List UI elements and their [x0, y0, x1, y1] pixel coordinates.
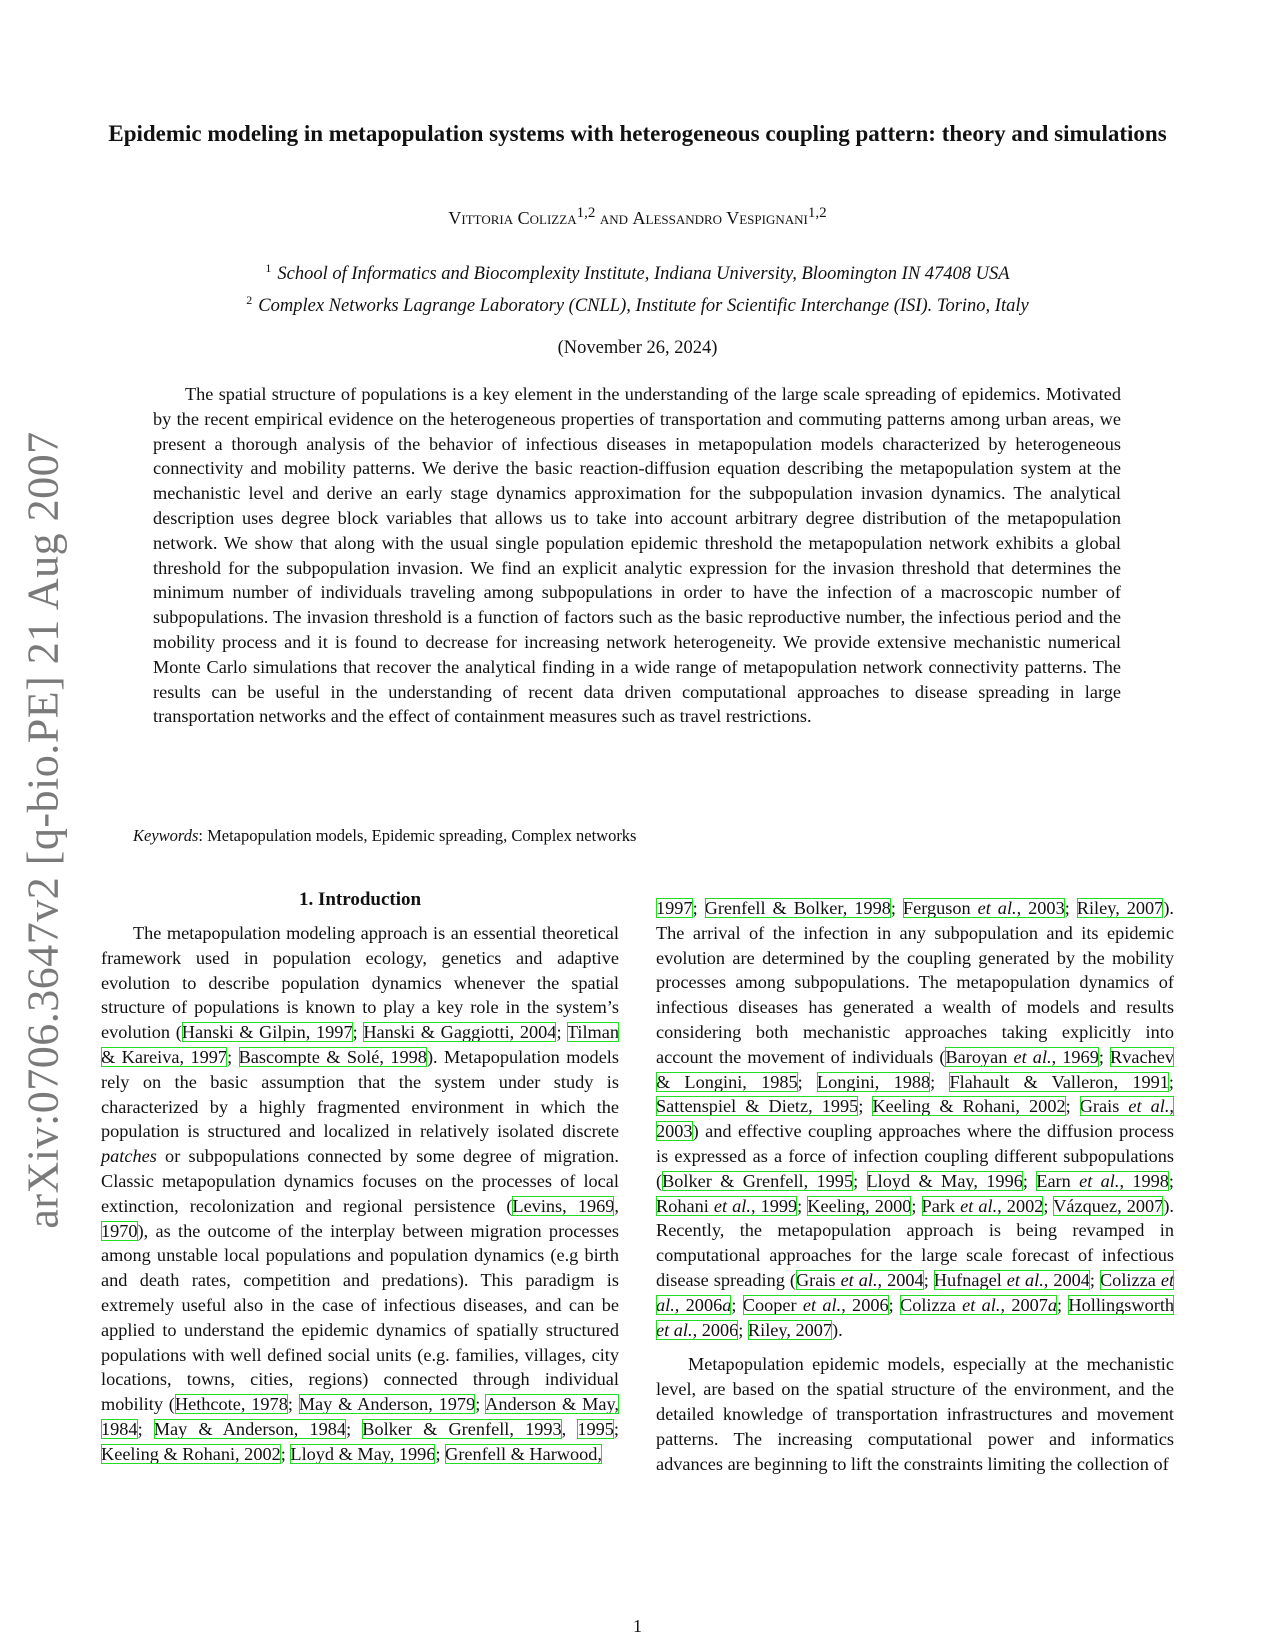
citation-link[interactable]: Earn et al., 1998 [1036, 1170, 1169, 1191]
page-number: 1 [633, 1616, 642, 1636]
arxiv-sidebar [8, 430, 78, 1230]
paper-title: Epidemic modeling in metapopulation systems with heterogeneous coupling pattern: theory and simulations [108, 121, 1167, 146]
citation-link[interactable]: Colizza et al., 2007a [900, 1294, 1058, 1315]
citation-link[interactable]: Hanski & Gaggiotti, 2004 [363, 1022, 557, 1043]
author-affiliation-mark: 1,2 [576, 205, 596, 221]
citation-link[interactable]: 1995 [577, 1418, 614, 1439]
affiliation-line [100, 287, 1175, 319]
citation-link[interactable]: Ferguson et al., 2003 [902, 898, 1065, 918]
author-name: Vittoria Colizza [448, 208, 577, 228]
citation-link[interactable]: Sattenspiel & Dietz, 1995 [656, 1096, 859, 1117]
citation-link[interactable]: Grenfell & Harwood, [445, 1443, 602, 1464]
citation-link[interactable]: Anderson & May, 1984 [101, 1394, 619, 1439]
citation-link[interactable]: Keeling, 2000 [807, 1195, 912, 1216]
citation-link[interactable]: Riley, 2007 [747, 1319, 833, 1340]
citation-link[interactable]: Park et al., 2002 [921, 1195, 1044, 1216]
citation-link[interactable]: Baroyan et al., 1969 [945, 1046, 1099, 1067]
citation-link[interactable]: Grais et al., 2004 [795, 1269, 924, 1290]
keywords-text: : Metapopulation models, Epidemic spreading, Complex networks [198, 826, 637, 845]
affiliation-text: School of Informatics and Biocomplexity Institute, Indiana University, Bloomington IN 47408 USA [277, 264, 1010, 284]
citation-link[interactable]: Hufnagel et al., 2004 [933, 1269, 1090, 1290]
paper-date: (November 26, 2024) [557, 338, 718, 358]
section-heading: 1. Introduction [298, 889, 422, 910]
citation-link[interactable]: Grenfell & Bolker, 1998 [704, 898, 891, 918]
citation-link[interactable]: May & Anderson, 1984 [153, 1418, 347, 1439]
citation-link[interactable]: May & Anderson, 1979 [298, 1394, 476, 1415]
citation-link[interactable]: Rvachev & Longini, 1985 [656, 1046, 1174, 1092]
paragraph: 1997; Grenfell & Bolker, 1998; Ferguson et al., 2003; Riley, 2007). The arrival of the infection in any subpopulation and its epidemic evolution are determined by the coupling generated by the mobility processes among subpopulations. The metapopulation dynamics of infectious diseases has generated a wealth of models and results considering both mechanistic approaches taking explicitly into account the movement of individuals (Baroyan et al., 1969; Rvachev & Longini, 1985; Longini, 1988; Flahault & Valleron, 1991; Sattenspiel & Dietz, 1995; Keeling & Rohani, 2002; Grais et al., 2003) and effective coupling approaches where the diffusion process is expressed as a force of infection coupling different subpopulations (Bolker & Grenfell, 1995; Lloyd & May, 1996; Earn et al., 1998; Rohani et al., 1999; Keeling, 2000; Park et al., 2002; Vázquez, 2007). Recently, the metapopulation approach is being revamped in computational approaches for the large scale forecast of infectious disease spreading (Grais et al., 2004; Hufnagel et al., 2004; Colizza et al., 2006a; Cooper et al., 2006; Colizza et al., 2007a; Hollingsworth et al., 2006; Riley, 2007). [656, 898, 1175, 1340]
citation-link[interactable]: Rohani et al., 1999 [656, 1195, 798, 1216]
citation-link[interactable]: Hanski & Gilpin, 1997 [181, 1022, 353, 1043]
right-column [656, 896, 1174, 1476]
citation-link[interactable]: Cooper et al., 2006 [742, 1294, 889, 1315]
citation-link[interactable]: 1997 [656, 898, 693, 918]
citation-link[interactable]: Longini, 1988 [816, 1071, 931, 1092]
author-line [100, 205, 1175, 229]
citation-link[interactable]: Vázquez, 2007 [1053, 1195, 1164, 1216]
affiliation-line [100, 255, 1175, 287]
author-name: Alessandro Vespignani [632, 208, 808, 228]
author-affiliation-mark: 1,2 [807, 205, 827, 221]
citation-link[interactable]: Riley, 2007 [1076, 898, 1164, 918]
citation-link[interactable]: Bolker & Grenfell, 1995 [662, 1170, 854, 1191]
keywords-label: Keywords [133, 826, 199, 845]
citation-link[interactable]: Hethcote, 1978 [174, 1394, 288, 1415]
citation-link[interactable]: 1970 [101, 1220, 138, 1241]
citation-link[interactable]: Colizza et al., 2006a [656, 1269, 1175, 1315]
paragraph: The metapopulation modeling approach is an essential theoretical framework used in population ecology, genetics and adaptive evolution to describe population dynamics whenever the spatial structure of populations is known to play a key role in the system’s evolution (Hanski & Gilpin, 1997; Hanski & Gaggiotti, 2004; Tilman & Kareiva, 1997; Bascompte & Solé, 1998). Metapopulation models rely on the basic assumption that the system under study is characterized by a highly fragmented environment in which the population is structured and localized in relatively isolated discrete patches or subpopulations connected by some degree of migration. Classic metapopulation dynamics focuses on the processes of local extinction, recolonization and regional persistence (Levins, 1969, 1970), as the outcome of the interplay between migration processes among unstable local populations and population dynamics (e.g birth and death rates, competition and predations). This paradigm is extremely useful also in the case of infectious diseases, and can be applied to understand the epidemic dynamics of spatially structured populations with well defined social units (e.g. families, villages, city locations, towns, cities, regions) connected through individual mobility (Hethcote, 1978; May & Anderson, 1979; Anderson & May, 1984; May & Anderson, 1984; Bolker & Grenfell, 1993, 1995; Keeling & Rohani, 2002; Lloyd & May, 1996; Grenfell & Harwood, [101, 923, 620, 1464]
citation-link[interactable]: Levins, 1969 [512, 1195, 615, 1216]
citation-link[interactable]: Keeling & Rohani, 2002 [872, 1096, 1066, 1117]
left-column [101, 921, 619, 1467]
keywords [133, 826, 1133, 846]
citation-link[interactable]: Lloyd & May, 1996 [290, 1443, 436, 1464]
citation-link[interactable]: Bascompte & Solé, 1998 [238, 1046, 427, 1067]
arxiv-identifier: arXiv:0706.3647v2 [q-bio.PE] 21 Aug 2007 [18, 431, 68, 1229]
author-conjunction: and [599, 208, 628, 228]
citation-link[interactable]: Grais et al., 2003 [656, 1096, 1174, 1142]
affiliation-mark: 2 [246, 293, 253, 307]
affiliations [100, 255, 1175, 319]
citation-link[interactable]: Bolker & Grenfell, 1993 [362, 1418, 562, 1439]
citation-link[interactable]: Tilman & Kareiva, 1997 [101, 1022, 620, 1067]
citation-link[interactable]: Hollingsworth et al., 2006 [656, 1294, 1175, 1340]
affiliation-text: Complex Networks Lagrange Laboratory (CNLL), Institute for Scientific Interchange (ISI). Torino, Italy [258, 296, 1029, 316]
paragraph: Metapopulation epidemic models, especially at the mechanistic level, are based on the spatial structure of the environment, and the detailed knowledge of transportation infrastructures and movement patterns. The increasing computational power and informatics advances are beginning to lift the constraints limiting the collection of [656, 1354, 1174, 1474]
citation-link[interactable]: Keeling & Rohani, 2002 [101, 1443, 281, 1464]
affiliation-mark: 1 [265, 261, 272, 275]
citation-link[interactable]: Lloyd & May, 1996 [866, 1170, 1023, 1191]
citation-link[interactable]: Flahault & Valleron, 1991 [949, 1071, 1169, 1092]
abstract: The spatial structure of populations is a key element in the understanding of the large scale spreading of epidemics. Motivated by the recent empirical evidence on the heterogeneous properties of transportation and commuting patterns among urban areas, we present a thorough analysis of the behavior of infectious diseases in metapopulation models characterized by heterogeneous connectivity and mobility patterns. We derive the basic reaction-diffusion equation describing the metapopulation system at the mechanistic level and derive an early stage dynamics approximation for the subpopulation invasion dynamics. The analytical description uses degree block variables that allows us to take into account arbitrary degree distribution of the metapopulation network. We show that along with the usual single population epidemic threshold the metapopulation network exhibits a global threshold for the subpopulation invasion. We find an explicit analytic expression for the invasion threshold that determines the minimum number of individuals traveling among subpopulations in order to have the infection of a macroscopic number of subpopulations. The invasion threshold is a function of factors such as the basic reproductive number, the infectious period and the mobility process and it is found to decrease for increasing network heterogeneity. We provide extensive mechanistic numerical Monte Carlo simulations that recover the analytical finding in a wide range of metapopulation network connectivity patterns. The results can be useful in the understanding of recent data driven computational approaches to disease spreading in large transportation networks and the effect of containment measures such as travel restrictions. [153, 384, 1121, 727]
